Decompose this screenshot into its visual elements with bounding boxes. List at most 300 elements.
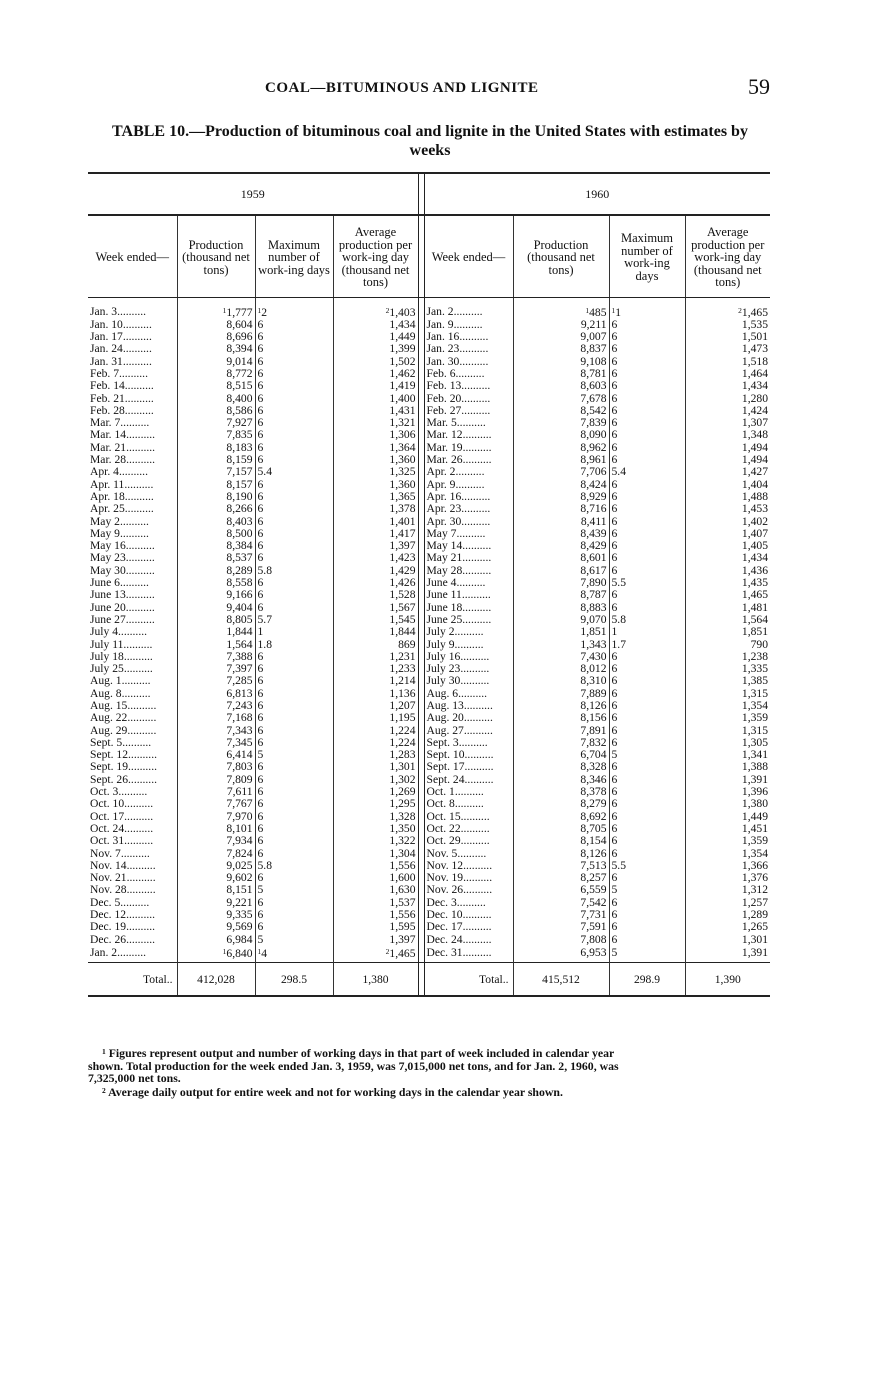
production-1960 <box>513 884 609 896</box>
production-1960 <box>513 663 609 675</box>
production-1960 <box>513 319 609 331</box>
table-row <box>88 737 770 749</box>
week-ended-1960-value: Jan. 30 <box>426 355 460 368</box>
production-1959-value: 6,840 <box>226 946 253 960</box>
production-table-container <box>88 172 770 997</box>
avg-production-1959-value: 1,301 <box>389 761 416 774</box>
avg-production-1960 <box>685 343 770 355</box>
avg-production-1960-value: 1,453 <box>741 503 768 516</box>
production-1960-value: 7,731 <box>580 909 607 922</box>
avg-production-1959 <box>333 823 418 835</box>
table-row <box>88 675 770 687</box>
max-days-1960-value: 6 <box>611 417 618 430</box>
max-days-1960-value: 5 <box>611 749 618 762</box>
week-ended-1960: Apr. 16.......... <box>426 490 491 503</box>
avg-production-1960-value: 1,427 <box>741 466 768 479</box>
avg-production-1960 <box>685 811 770 823</box>
production-1960-value: 7,706 <box>580 466 607 479</box>
table-row <box>88 921 770 933</box>
production-1959 <box>177 884 255 896</box>
max-days-1960-value: 5 <box>611 884 618 897</box>
production-1960-value: 8,411 <box>580 515 607 528</box>
max-days-1960 <box>609 700 685 712</box>
max-days-1960 <box>609 651 685 663</box>
week-ended-1959-value: Aug. 22 <box>90 712 128 725</box>
max-days-1960 <box>609 675 685 687</box>
max-days-1959 <box>255 663 333 675</box>
week-ended-1959: Oct. 31.......... <box>90 835 154 848</box>
week-ended-1959-value: Oct. 3 <box>90 786 119 799</box>
max-days-1959-value: 1 <box>257 626 264 639</box>
max-days-1960-value: 6 <box>611 675 618 688</box>
max-days-1959-value: 6 <box>257 798 264 811</box>
avg-production-1959-value: 1,400 <box>389 392 416 405</box>
production-1960 <box>513 297 609 319</box>
max-days-1960-value: 6 <box>611 441 618 454</box>
avg-production-1959-value: 1,567 <box>389 601 416 614</box>
week-ended-1960-value: July 2 <box>426 626 455 639</box>
max-days-1959-value: 6 <box>257 921 264 934</box>
max-days-1959 <box>255 552 333 564</box>
week-ended-1960: Nov. 5.......... <box>426 847 487 860</box>
avg-production-1959-value: 1,378 <box>389 503 416 516</box>
production-1959-value: 7,611 <box>226 786 253 799</box>
production-1960 <box>513 454 609 466</box>
avg-production-1960 <box>685 319 770 331</box>
production-1960 <box>513 393 609 405</box>
max-days-1960-value: 6 <box>611 478 618 491</box>
avg-production-1960-value: 1,451 <box>741 822 768 835</box>
avg-production-1960-value: 1,494 <box>741 441 768 454</box>
week-ended-1959-value: Jan. 24 <box>90 343 123 356</box>
week-ended-1959-value: Mar. 14 <box>90 429 127 442</box>
avg-production-1959 <box>333 897 418 909</box>
avg-production-1959 <box>333 626 418 638</box>
max-days-1960-value: 6 <box>611 454 618 467</box>
week-ended-1960: May 21.......... <box>426 552 492 565</box>
production-1960-value: 8,424 <box>580 478 607 491</box>
table-row <box>88 491 770 503</box>
max-days-1960 <box>609 602 685 614</box>
max-days-1960 <box>609 663 685 675</box>
table-row <box>88 417 770 429</box>
avg-production-1960 <box>685 921 770 933</box>
production-1960-value: 8,961 <box>580 454 607 467</box>
week-ended-1959: Sept. 12.......... <box>90 749 157 762</box>
avg-production-1960-value: 1,501 <box>741 331 768 344</box>
avg-production-1959 <box>333 725 418 737</box>
production-1959 <box>177 798 255 810</box>
week-ended-1960: July 16.......... <box>426 650 490 663</box>
max-days-1960 <box>609 393 685 405</box>
production-1960 <box>513 552 609 564</box>
max-days-1959-value: 6 <box>257 331 264 344</box>
production-1959 <box>177 491 255 503</box>
max-days-1960 <box>609 343 685 355</box>
production-1960 <box>513 466 609 478</box>
week-ended-1960-value: June 11 <box>426 589 462 602</box>
week-ended-1959-value: Dec. 26 <box>90 933 127 946</box>
production-1960 <box>513 700 609 712</box>
production-1959-value: 8,805 <box>226 613 253 626</box>
avg-production-1960 <box>685 356 770 368</box>
avg-production-1960-value: 1,404 <box>741 478 768 491</box>
avg-production-1959-value: 1,397 <box>389 933 416 946</box>
production-1960 <box>513 725 609 737</box>
production-1960 <box>513 761 609 773</box>
max-days-1960 <box>609 540 685 552</box>
max-days-1960 <box>609 429 685 441</box>
week-ended-1960-value: July 23 <box>426 663 461 676</box>
avg-production-1959-value: 1,426 <box>389 577 416 590</box>
week-ended-1959-value: Sept. 19 <box>90 761 129 774</box>
max-days-1960-value: 6 <box>611 921 618 934</box>
avg-production-1960-value: 1,289 <box>741 909 768 922</box>
avg-production-1959 <box>333 577 418 589</box>
week-ended-1960: Jan. 9.......... <box>426 318 483 331</box>
avg-production-1959 <box>333 454 418 466</box>
week-ended-1960-value: Sept. 3 <box>426 736 459 749</box>
production-1960-value: 8,542 <box>580 404 607 417</box>
avg-production-1960-value: 1,407 <box>741 527 768 540</box>
production-1960-value: 8,154 <box>580 835 607 848</box>
week-ended-1960-value: Jan. 23 <box>426 343 460 356</box>
table-row <box>88 540 770 552</box>
max-days-1960-value: 6 <box>611 847 618 860</box>
avg-production-1960 <box>685 589 770 601</box>
production-1960-value: 8,705 <box>580 822 607 835</box>
total-days-1959: 298.5 <box>255 963 333 997</box>
table-row <box>88 297 770 319</box>
avg-production-1959 <box>333 491 418 503</box>
table-row <box>88 319 770 331</box>
avg-production-1959 <box>333 737 418 749</box>
avg-production-1960-value: 1,265 <box>741 921 768 934</box>
page-header <box>90 74 770 104</box>
avg-production-1960-value: 1,305 <box>741 736 768 749</box>
production-1960-value: 9,007 <box>580 331 607 344</box>
max-days-1960 <box>609 491 685 503</box>
production-1960-value: 8,837 <box>580 343 607 356</box>
max-days-1960-value: 6 <box>611 490 618 503</box>
production-1959-value: 9,221 <box>226 896 253 909</box>
avg-production-1959 <box>333 786 418 798</box>
production-1960 <box>513 602 609 614</box>
max-days-1959 <box>255 909 333 921</box>
week-ended-1959: Feb. 14.......... <box>90 380 154 393</box>
week-ended-1959: June 27.......... <box>90 613 155 626</box>
max-days-1959 <box>255 540 333 552</box>
table-row <box>88 454 770 466</box>
max-days-1959-value: 6 <box>257 675 264 688</box>
production-1960-value: 8,012 <box>580 663 607 676</box>
production-header-1960: Production (thousand net tons) <box>513 215 609 297</box>
max-days-1960 <box>609 503 685 515</box>
max-days-1959-value: 6 <box>257 490 264 503</box>
max-days-1960-value: 6 <box>611 761 618 774</box>
production-1960 <box>513 786 609 798</box>
week-ended-1959: Apr. 11.......... <box>90 478 154 491</box>
production-1960-value: 9,211 <box>580 318 607 331</box>
week-ended-1960: Oct. 8.......... <box>426 798 484 811</box>
week-ended-1959: Aug. 22.......... <box>90 712 157 725</box>
week-header-1959: Week ended— <box>88 215 177 297</box>
week-ended-1959: Apr. 25.......... <box>90 503 154 516</box>
avg-production-1959-value: 1,214 <box>389 675 416 688</box>
max-days-1960 <box>609 934 685 946</box>
avg-production-1959 <box>333 356 418 368</box>
production-1960 <box>513 503 609 515</box>
week-ended-1960-value: Aug. 20 <box>426 712 464 725</box>
production-1960-value: 7,513 <box>580 859 607 872</box>
production-1960-value: 8,378 <box>580 786 607 799</box>
max-days-1960 <box>609 356 685 368</box>
production-1959 <box>177 921 255 933</box>
production-1959 <box>177 897 255 909</box>
avg-production-1960 <box>685 860 770 872</box>
max-days-1960-value: 6 <box>611 835 618 848</box>
max-days-1959 <box>255 516 333 528</box>
production-1960-value: 8,090 <box>580 429 607 442</box>
avg-production-1959-value: 1,328 <box>389 810 416 823</box>
avg-production-1960 <box>685 466 770 478</box>
avg-production-1960 <box>685 675 770 687</box>
avg-production-1960 <box>685 934 770 946</box>
production-1959 <box>177 909 255 921</box>
production-1959-value: 9,404 <box>226 601 253 614</box>
max-days-1959-value: 6 <box>257 503 264 516</box>
week-ended-1959-value: Jan. 2 <box>90 945 118 959</box>
table-row <box>88 725 770 737</box>
total-label-text: Total <box>143 972 167 986</box>
avg-production-1959 <box>333 319 418 331</box>
max-days-1959-value: 6 <box>257 687 264 700</box>
production-1960-value: 8,257 <box>580 872 607 885</box>
max-days-1959 <box>255 331 333 343</box>
avg-production-1959 <box>333 442 418 454</box>
week-ended-1960-value: Mar. 19 <box>426 441 463 454</box>
max-days-1960 <box>609 454 685 466</box>
week-ended-1959-value: Oct. 17 <box>90 810 125 823</box>
max-days-1959 <box>255 823 333 835</box>
max-days-1959 <box>255 343 333 355</box>
production-1959 <box>177 725 255 737</box>
max-days-1960 <box>609 798 685 810</box>
production-1960 <box>513 675 609 687</box>
footnotes <box>88 1046 770 1098</box>
production-1959-value: 7,927 <box>226 417 253 430</box>
week-ended-1960: Nov. 26.......... <box>426 884 493 897</box>
week-ended-1960-value: Oct. 1 <box>426 786 455 799</box>
avg-production-1960-value: 1,359 <box>741 712 768 725</box>
footnote-ref: 2 <box>385 305 390 315</box>
week-ended-1960: Mar. 19.......... <box>426 441 492 454</box>
week-ended-1959: Nov. 7.......... <box>90 847 150 860</box>
week-ended-1959-value: June 20 <box>90 601 126 614</box>
table-row <box>88 577 770 589</box>
production-1960-value: 7,890 <box>580 577 607 590</box>
max-days-1960-value: 1.7 <box>611 638 626 651</box>
week-ended-1960-value: Oct. 22 <box>426 822 461 835</box>
avg-production-1960-value: 1,434 <box>741 380 768 393</box>
avg-production-1960 <box>685 798 770 810</box>
max-days-1959 <box>255 688 333 700</box>
table-row <box>88 602 770 614</box>
avg-header-1960: Average production per work-ing day (thousand net tons) <box>685 215 770 297</box>
week-ended-1959: July 4.......... <box>90 626 148 639</box>
production-1960 <box>513 331 609 343</box>
avg-production-1959-value: 1,304 <box>389 847 416 860</box>
production-1959-value: 7,835 <box>226 429 253 442</box>
production-1959-value: 8,159 <box>226 454 253 467</box>
production-1960-value: 1,343 <box>580 638 607 651</box>
footnote-ref: 2 <box>385 946 390 956</box>
avg-production-1960-value: 1,301 <box>741 933 768 946</box>
avg-production-1960-value: 1,473 <box>741 343 768 356</box>
week-ended-1959: Aug. 8.......... <box>90 687 151 700</box>
avg-production-1959-value: 1,322 <box>389 835 416 848</box>
max-days-1960-value: 6 <box>611 822 618 835</box>
week-ended-1960-value: Apr. 23 <box>426 503 462 516</box>
week-ended-1959: June 13.......... <box>90 589 155 602</box>
production-1959 <box>177 626 255 638</box>
week-ended-1960: Sept. 17.......... <box>426 761 494 774</box>
week-ended-1960-value: June 4 <box>426 577 457 590</box>
week-ended-1959: Jan. 10.......... <box>90 318 152 331</box>
avg-production-1960-value: 1,424 <box>741 404 768 417</box>
production-1959 <box>177 811 255 823</box>
avg-production-1960 <box>685 884 770 896</box>
footnote-ref: 1 <box>222 305 227 315</box>
week-ended-1960-value: Nov. 5 <box>426 847 458 860</box>
production-1959-value: 7,157 <box>226 466 253 479</box>
table-row <box>88 786 770 798</box>
max-days-1959 <box>255 848 333 860</box>
avg-production-1960 <box>685 725 770 737</box>
table-row <box>88 934 770 946</box>
max-days-1960 <box>609 946 685 963</box>
max-days-1959 <box>255 946 333 963</box>
production-1960 <box>513 909 609 921</box>
week-ended-1960: Feb. 27.......... <box>426 404 491 417</box>
max-days-1960 <box>609 552 685 564</box>
avg-production-1960-value: 1,315 <box>741 687 768 700</box>
week-ended-1960: Aug. 6.......... <box>426 687 488 700</box>
production-1959 <box>177 848 255 860</box>
avg-production-1960-value: 1,851 <box>741 626 768 639</box>
production-1960 <box>513 934 609 946</box>
production-1960-value: 1,851 <box>580 626 607 639</box>
production-1959-value: 7,345 <box>226 736 253 749</box>
max-days-1960 <box>609 909 685 921</box>
avg-production-1959-value: 1,449 <box>389 331 416 344</box>
max-days-1959-value: 5.8 <box>257 859 272 872</box>
week-ended-1959-value: Mar. 28 <box>90 454 127 467</box>
production-1960 <box>513 823 609 835</box>
avg-production-1959 <box>333 393 418 405</box>
production-1960-value: 6,559 <box>580 884 607 897</box>
production-1960-value: 8,603 <box>580 380 607 393</box>
week-ended-1959-value: Dec. 12 <box>90 909 127 922</box>
table-row <box>88 479 770 491</box>
footnote-1-mark: 1 <box>102 1047 106 1056</box>
avg-production-1959 <box>333 516 418 528</box>
production-1959-value: 9,602 <box>226 872 253 885</box>
avg-production-1960 <box>685 417 770 429</box>
week-ended-1959-value: June 27 <box>90 613 126 626</box>
max-days-1959-value: 6 <box>257 527 264 540</box>
table-row <box>88 860 770 872</box>
max-days-1959-value: 6 <box>257 577 264 590</box>
avg-production-1959-value: 1,302 <box>389 773 416 786</box>
week-ended-1960: Nov. 12.......... <box>426 859 493 872</box>
week-ended-1959: May 30.......... <box>90 564 155 577</box>
avg-production-1959 <box>333 540 418 552</box>
production-1960-value: 8,126 <box>580 847 607 860</box>
avg-production-1960 <box>685 737 770 749</box>
production-1960 <box>513 356 609 368</box>
max-days-1960 <box>609 860 685 872</box>
footnote-ref: 1 <box>222 946 227 956</box>
week-ended-1960: Jan. 2.......... <box>426 304 483 318</box>
production-1959 <box>177 503 255 515</box>
avg-production-1959 <box>333 811 418 823</box>
week-ended-1959-value: Nov. 28 <box>90 884 127 897</box>
max-days-1960-value: 6 <box>611 404 618 417</box>
week-ended-1960-value: Mar. 26 <box>426 454 463 467</box>
avg-production-1960-value: 1,388 <box>741 761 768 774</box>
max-days-1959 <box>255 897 333 909</box>
week-ended-1959: Jan. 2.......... <box>90 945 147 959</box>
table-row <box>88 626 770 638</box>
max-days-1959-value: 6 <box>257 724 264 737</box>
max-days-1960 <box>609 577 685 589</box>
production-1959 <box>177 602 255 614</box>
week-ended-1960-value: Oct. 29 <box>426 835 461 848</box>
week-ended-1959-value: Nov. 21 <box>90 872 127 885</box>
max-days-1960 <box>609 811 685 823</box>
week-ended-1960: Dec. 10.......... <box>426 909 492 922</box>
max-days-1960 <box>609 614 685 626</box>
production-1960-value: 8,617 <box>580 564 607 577</box>
avg-production-1960 <box>685 700 770 712</box>
avg-production-1959-value: 1,595 <box>389 921 416 934</box>
avg-production-1960-value: 1,238 <box>741 650 768 663</box>
production-1960 <box>513 651 609 663</box>
week-ended-1960: June 11.......... <box>426 589 491 602</box>
avg-production-1959 <box>333 639 418 651</box>
table-row <box>88 552 770 564</box>
max-days-1959 <box>255 356 333 368</box>
max-days-1960-value: 6 <box>611 552 618 565</box>
total-production-1959: 412,028 <box>177 963 255 997</box>
table-row <box>88 356 770 368</box>
week-ended-1960: Feb. 6.......... <box>426 367 485 380</box>
avg-production-1960-value: 1,341 <box>741 749 768 762</box>
max-days-1959-value: 6 <box>257 343 264 356</box>
production-1960 <box>513 774 609 786</box>
production-1960 <box>513 589 609 601</box>
production-1959-value: 7,168 <box>226 712 253 725</box>
max-days-1959 <box>255 700 333 712</box>
max-days-1960 <box>609 712 685 724</box>
avg-production-1959 <box>333 417 418 429</box>
avg-production-1959 <box>333 651 418 663</box>
max-days-1960 <box>609 835 685 847</box>
avg-production-1960-value: 1,391 <box>741 773 768 786</box>
max-days-1959-value: 6 <box>257 700 264 712</box>
footnote-ref: 2 <box>738 305 742 315</box>
